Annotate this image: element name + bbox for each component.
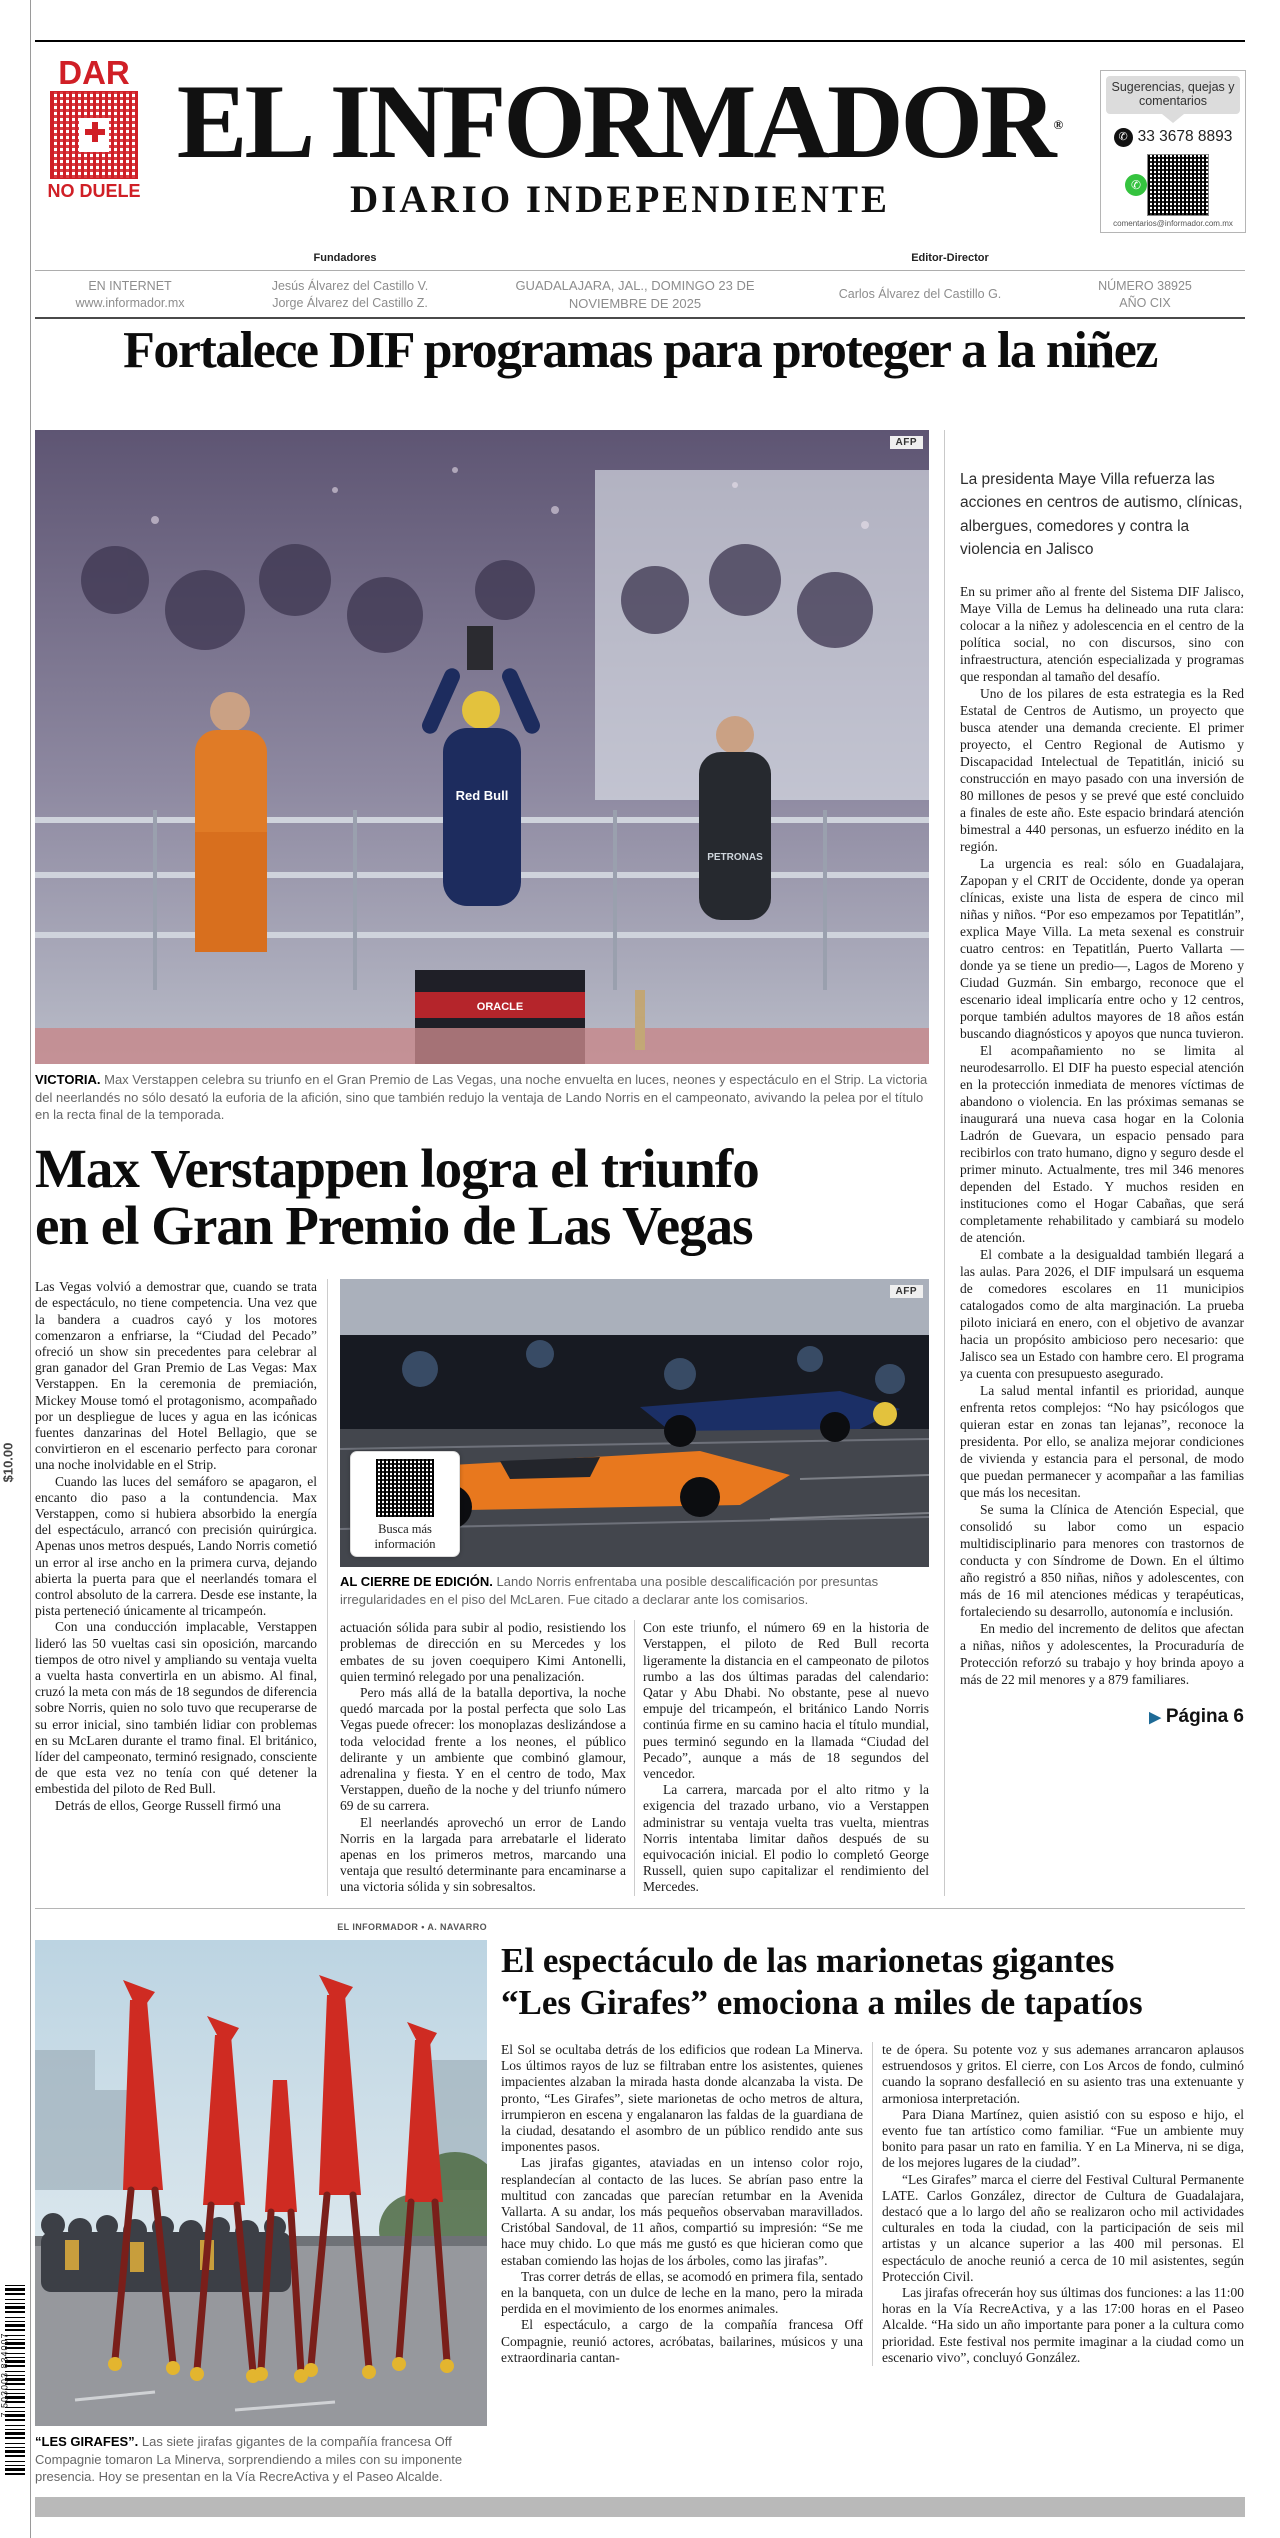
masthead — [150, 63, 1090, 222]
f1-article — [35, 430, 929, 1896]
podium-photo — [35, 430, 929, 1064]
dar-campaign-block — [46, 54, 142, 201]
paragraph: “Les Girafes” marca el cierre del Festival Cultural Permanente LATE. Carlos González, director de Cultura de Guadalajara, destacó que a lo largo del año se realizaron ocho mil actividades culturales en toda la ciudad, con la participación de seis mil artistas y un alcance superior a las 400 mil personas. El espectáculo de anoche reunió a cerca de 10 mil asistentes, según Protección Civil. — [882, 2171, 1244, 2284]
paragraph: Pero más allá de la batalla deportiva, la noche quedó marcada por la postal perfecta que solo Las Vegas puede ofrecer: los monoplazas deslizándose a toda velocidad frente a los neones, el público delirante y un ambiente que combinó glamour, adrenalina y fiesta. Y en el centro de todo, Max Verstappen, dueño de la noche y del triunfo número 69 de su carrera. — [340, 1685, 626, 1814]
title-text: EL INFORMADOR — [176, 63, 1054, 180]
paragraph: La urgencia es real: sólo en Guadalajara, Zapopan y el CRIT de Occidente, donde ya operan clínicas, existe una lista de espera de cinco mil niñas y niños. “Por eso empezamos por Tepatitlán”, explica Maye Villa. La meta sexenal es construir cuatro centros: en Tepatitlán, Puerto Vallarta —donde ya se tiene un predio—, Lagos de Moreno y Ciudad Guzmán. Sin embargo, reconoce que el escenario ideal implicaría entre ocho y 12 centros, porque también adultos mayores de 18 años están buscando diagnósticos y apoyos que nunca tuvieron. — [960, 856, 1244, 1041]
issue-year: AÑO CIX — [1119, 295, 1171, 310]
infobar — [35, 277, 1245, 312]
internet-cell — [35, 278, 225, 312]
girafes-photo-block — [35, 1940, 487, 2486]
paragraph: La salud mental infantil es prioridad, aunque enfrenta retos complejos: “No hay psicólogos que quieran estar en zonas tan lejanas”, reconoce la presidenta. Por ello, se analiza mejorar condiciones de vivienda y estancia para el personal, de modo que puedan permanecer y acompañar a las familias que más los necesitan. — [960, 1383, 1244, 1500]
dif-article — [944, 430, 1244, 1896]
newspaper-title — [150, 63, 1090, 180]
dif-deck: La presidenta Maye Villa refuerza las acciones en centros de autismo, clínicas, albergues, comedores y contra la violencia en Jalisco — [960, 471, 1243, 558]
girafes-article — [35, 1940, 1245, 2486]
girafes-text-block — [501, 1940, 1245, 2486]
section-divider — [35, 1908, 1245, 1909]
paragraph: Las Vegas volvió a demostrar que, cuando se trata de espectáculo, no tiene competencia. Una vez que la bandera a cuadros cayó y los motores comenzaron a enfriarse, la “Ciudad del Pecado” ofreció un show sin precedentes para celebrar al gran ganador del Gran Premio de Las Vegas: Max Verstappen. En la ceremonia de premiación, Mickey Mouse tomó el protagonismo, acompañado por un despliegue de luces y agua en las icónicas fuentes danzarinas del Hotel Bellagio, que se convirtieron en el escenario perfecto para coronar una noche inolvidable en el Strip. — [35, 1279, 317, 1473]
jump-label: Página 6 — [1165, 1706, 1244, 1727]
f1-subcolumns — [340, 1620, 929, 1895]
phone-row — [1106, 128, 1240, 147]
paragraph: te de ópera. Su potente voz y sus ademanes arrancaron aplausos estruendosos y gritos. El cierre, con Los Arcos de fondo, culminó cuando la soprano desfalleció en su asiento tras una extenuante y armoniosa interpretación. — [882, 2042, 1244, 2106]
phone-icon: ✆ — [1114, 128, 1133, 147]
caption-lead: AL CIERRE DE EDICIÓN. — [340, 1574, 493, 1590]
girafes-headline — [501, 1940, 1245, 2024]
dif-body — [960, 583, 1244, 1688]
red-cross-icon — [85, 129, 105, 135]
race-photo-caption — [340, 1573, 929, 1608]
infobar-rule-top — [35, 270, 1245, 271]
paragraph: Se suma la Clínica de Atención Especial, que consolidó su labor como un espacio multidisciplinario para menores con trastornos de conducta y con Síndrome de Down. En el último año registró a 850 niñas, niños y adolescentes, con más de 16 mil atenciones médicas y terapéuticas, fortaleciendo su desarrollo, autonomía e inclusión. — [960, 1502, 1244, 1619]
caption-text: Max Verstappen celebra su triunfo en el Gran Premio de Las Vegas, una noche envuelta en luces, neones y espectáculo en el Strip. La victoria del neerlandés no sólo desató la euforia de la afición, sino que también redujo la ventaja de Lando Norris en el campeonato, avivando la pelea por el título en la recta final de la temporada. — [35, 1072, 928, 1123]
f1-column-3 — [634, 1620, 929, 1895]
bottom-gray-bar — [35, 2497, 1245, 2517]
girafes-column-1 — [501, 2042, 863, 2366]
comments-email[interactable]: comentarios@informador.com.mx — [1113, 218, 1233, 228]
founders-cell — [225, 278, 475, 312]
top-rule — [35, 40, 1245, 42]
girafes-column-2 — [872, 2042, 1244, 2366]
giraffe-photo-credit: EL INFORMADOR • A. NAVARRO — [337, 1922, 487, 1932]
dateline: GUADALAJARA, JAL., DOMINGO 23 DE NOVIEMBRE DE 2025 — [515, 278, 755, 311]
suggestions-box — [1100, 70, 1246, 233]
founders-label: Fundadores — [313, 252, 377, 264]
paragraph: Uno de los pilares de esta estrategia es la Red Estatal de Centros de Autismo, un proyecto que busca atender una demanda creciente. El primer proyecto, el Centro Regional de Autismo y Discapacidad Intelectual de Tepatitlán, inició su construcción en mayo pasado con una inversión de 80 millones de pesos y se prevé que esté concluido a finales de este año. Este espacio brindará atención bimestral a 440 personas, un esfuerzo inédito en la región. — [960, 686, 1244, 854]
dar-qr-code[interactable] — [50, 91, 138, 179]
registered-mark: ® — [1053, 117, 1064, 132]
paragraph: actuación sólida para subir al podio, resistiendo los problemas de dirección en su Mercedes y los embates de su joven coequipero Kimi Antonelli, quien terminó relegado por una penalización. — [340, 1620, 626, 1684]
paragraph: La carrera, marcada por el alto ritmo y la exigencia del trazado urbano, vio a Verstappen administrar su ventaja vuelta tras vuelta, mientras Norris intentaba limitar daños después de su equivocación inicial. El podio lo completó George Russell, quien supo capitalizar el rendimiento del Mercedes. — [643, 1782, 929, 1895]
race-photo — [340, 1279, 929, 1567]
paragraph: El neerlandés aprovechó un error de Lando Norris en la largada para arrebatarle el liderato apenas en los primeros metros, marcando una ventaja que resultó determinante para encaminarse a una victoria sólida y sin sobresaltos. — [340, 1814, 626, 1895]
internet-label: EN INTERNET — [88, 278, 172, 293]
paragraph: Las jirafas ofrecerán hoy sus últimas dos funciones: a las 11:00 horas en la Vía RecreActiva, y a las 17:00 horas en el Paseo Alcalde. “Ha sido un año importante para poner a la cultura como prioridad. Este festival nos permite imaginar a la ciudad como un escenario vivo”, concluyó González. — [882, 2285, 1244, 2365]
website-url[interactable]: www.informador.mx — [75, 295, 185, 310]
page-jump[interactable] — [960, 1706, 1244, 1728]
photo-credit-badge: AFP — [890, 1285, 924, 1298]
f1-body — [35, 1279, 929, 1896]
main-section — [35, 430, 1245, 1896]
paragraph: El combate a la desigualdad también llegará a las aulas. Para 2026, el DIF impulsará un esquema de comedores escolares en 11 municipios catalogados como de alta marginación. La prueba piloto iniciará en enero, con el objetivo de avanzar hacia un propósito ambicioso pero necesario: que Jalisco sea un Estado con hambre cero. El programa ya cuenta con presupuesto asegurado. — [960, 1247, 1244, 1381]
cover-price: $10.00 — [0, 1442, 16, 1483]
podium-team-text: Red Bull — [455, 788, 509, 803]
podium-photo-caption — [35, 1071, 929, 1124]
issue-cell — [1045, 278, 1245, 312]
paragraph: El espectáculo, a cargo de la compañía francesa Off Compagnie, reunió actores, acróbatas, bailarines, músicos y una extraordinaria cantan- — [501, 2317, 863, 2365]
editor-label: Editor-Director — [911, 252, 989, 264]
f1-headline — [35, 1137, 929, 1257]
paragraph: Con este triunfo, el número 69 en la historia de Verstappen, el piloto de Red Bull recorta ligeramente la distancia en el campeonato de pilotos rumbo a las dos últimas paradas del calendario: Qatar y Abu Dhabi. No obstante, pese al nuevo empuje del tricampeón, el británico Lando Norris continúa firme en su camino hacia el título mundial, pues terminó segundo en la llamada “Ciudad del Pecado”, aunque a más de 18 segundos del vencedor. — [643, 1620, 929, 1782]
girafes-caption — [35, 2433, 487, 2486]
girafes-body — [501, 2042, 1245, 2366]
newspaper-subtitle: DIARIO INDEPENDIENTE — [350, 178, 890, 222]
podium-sponsor-text: ORACLE — [476, 1001, 524, 1013]
caption-lead: VICTORIA. — [35, 1072, 101, 1087]
lead-headline: Fortalece DIF programas para proteger a la niñez — [123, 322, 1157, 379]
f1-column-1 — [35, 1279, 317, 1896]
issue-number: NÚMERO 38925 — [1098, 278, 1192, 293]
paragraph: El acompañamiento no se limita al neurodesarrollo. El DIF ha puesto especial atención en la protección inmediata de menores víctimas de abandono o violencia. En las próximas semanas se inaugurará una nueva casa hogar en la Colonia Ladrón de Guevara, un espacio pensado para recibirlos con trato humano, digno y seguro desde el primer minuto. Actualmente, tres mil 346 menores dependen del Estado. Y muchos residen en instituciones como el Hogar Cabañas, que será completamente rehabilitado y cambiará su modelo de atención. — [960, 1043, 1244, 1245]
info-qr-code[interactable] — [376, 1459, 434, 1517]
jump-arrow-icon: ▶ — [1149, 1709, 1161, 1726]
dar-label-bottom: NO DUELE — [47, 181, 141, 201]
founder-name: Jesús Álvarez del Castillo V. — [271, 278, 429, 293]
girafes-photo-art — [35, 1940, 487, 2426]
phone-number: 33 3678 8893 — [1137, 128, 1233, 146]
whatsapp-icon: ✆ — [1125, 174, 1147, 196]
girafes-photo — [35, 1940, 487, 2426]
paragraph: Las jirafas gigantes, ataviadas en un intenso color rojo, resplandecían al contacto de las luces. Se abrían paso entre la multitud con zancadas que parecían retumbar en la Avenida Vallarta. A su andar, los más pequeños observaban maravillados. Cristóbal Sandoval, de 11 años, compartió su impresión: “Se me hace muy chido. Lo que más me gustó es que hicieran como que estaban comiendo las hojas de los árboles, como las jirafas”. — [501, 2155, 863, 2268]
paragraph: En su primer año al frente del Sistema DIF Jalisco, Maye Villa de Lemus ha delineado una ruta clara: colocar a la niñez y adolescencia en el centro de la política social, no con discursos, sino con infraestructura, atención especializada y programas que respondan al tamaño del desafío. — [960, 584, 1244, 684]
f1-column-2 — [340, 1620, 626, 1895]
paragraph: Con una conducción implacable, Verstappen lideró las 50 vueltas casi sin oposición, marcando tiempos de otro nivel y ampliando su ventaja vuelta a vuelta hasta convertirla en un abismo. Al final, cruzó la meta con más de 18 segundos de diferencia sobre Norris, quien no solo tuvo que recuperarse de su error inicial, sino también lidiar con problemas en su McLaren durante el tramo final. El británico, líder del campeonato, terminó resignado, consciente de que esta vez no tenía con qué detener la embestida del piloto de Red Bull. — [35, 1619, 317, 1797]
girafes-headline-line2: “Les Girafes” emociona a miles de tapatíos — [501, 1983, 1143, 2022]
paragraph: Cuando las luces del semáforo se apagaron, el encanto dio paso a la contundencia. Max Verstappen, como si hubiera absorbido la energía del espectáculo, arrancó con precisión quirúrgica. Apenas unos metros después, Lando Norris cometió un error al irse ancho en la primera curva, dejando abierta la puerta para que el neerlandés tomara el control absoluto de la carrera. Desde ese instante, la pista perteneció únicamente al tricampeón. — [35, 1473, 317, 1619]
girafes-headline-line1: El espectáculo de las marionetas gigantes — [501, 1941, 1115, 1980]
infobar-rule-bottom — [35, 317, 1245, 319]
right-suit-text: PETRONAS — [707, 852, 763, 863]
caption-text: Las siete jirafas gigantes de la compañía francesa Off Compagnie tomaron La Minerva, sorprendiendo a miles con su imponente presencia. Hoy se presentan en la Vía RecreActiva y el Paseo Alcalde. — [35, 2434, 463, 2485]
f1-headline-line2: en el Gran Premio de Las Vegas — [35, 1195, 753, 1257]
caption-text: Lando Norris enfrentaba una posible descalificación por presuntas irregularidades en el piso del McLaren. Fue citado a declarar ante los comisarios. — [340, 1574, 879, 1607]
qr-label: Busca más información — [374, 1522, 436, 1551]
paragraph: En medio del incremento de delitos que afectan a niñas, niños y adolescentes, la Procuraduría de Protección reforzó su trabajo y hoy brinda apoyo a más de 22 mil menores y a 879 familiares. — [960, 1621, 1244, 1687]
podium-photo-art — [35, 430, 929, 1064]
paragraph: Detrás de ellos, George Russell firmó una — [55, 1797, 281, 1813]
paragraph: Tras correr detrás de ellas, se acomodó en primera fila, sentado en la banqueta, con un dulce de leche en la mano, pero la mirada perdida en el movimiento de los enormes animales. — [501, 2268, 863, 2317]
f1-right-block — [327, 1279, 929, 1896]
page-edge-strip — [0, 0, 31, 2538]
dar-label: DAR — [58, 54, 130, 91]
suggestions-header: Sugerencias, quejas y comentarios — [1106, 76, 1240, 114]
barcode-number: 7 503003 834007 — [0, 2332, 10, 2418]
f1-headline-line1: Max Verstappen logra el triunfo — [35, 1137, 759, 1199]
editor-name: Carlos Álvarez del Castillo G. — [838, 287, 1002, 302]
founder-name: Jorge Álvarez del Castillo Z. — [272, 295, 428, 310]
whatsapp-qr-code[interactable] — [1147, 154, 1209, 216]
whatsapp-qr-wrap — [1130, 154, 1205, 216]
photo-credit-badge: AFP — [890, 436, 924, 449]
paragraph: Para Diana Martínez, quien asistió con su esposo e hijo, el evento fue tan artístico como familiar. “Fue un ambiente muy bonito para pasar un rato en familia. Y en La Minerva, ni se diga, de los mejores lugares de la ciudad”. — [882, 2106, 1244, 2171]
caption-lead: “LES GIRAFES”. — [35, 2434, 139, 2449]
qr-info-box — [350, 1451, 460, 1557]
paragraph: El Sol se ocultaba detrás de los edificios que rodean La Minerva. Los últimos rayos de luz se filtraban entre los asistentes, quienes impacientes alzaban la mirada hasta donde alcanzaba la vista. De pronto, “Les Girafes”, siete marionetas de ocho metros de altura, irrumpieron en escena y engalanaron las faldas de la guardiana de la ciudad, desatando el asombro de un público rendido ante sus imponentes pasos. — [501, 2042, 863, 2155]
